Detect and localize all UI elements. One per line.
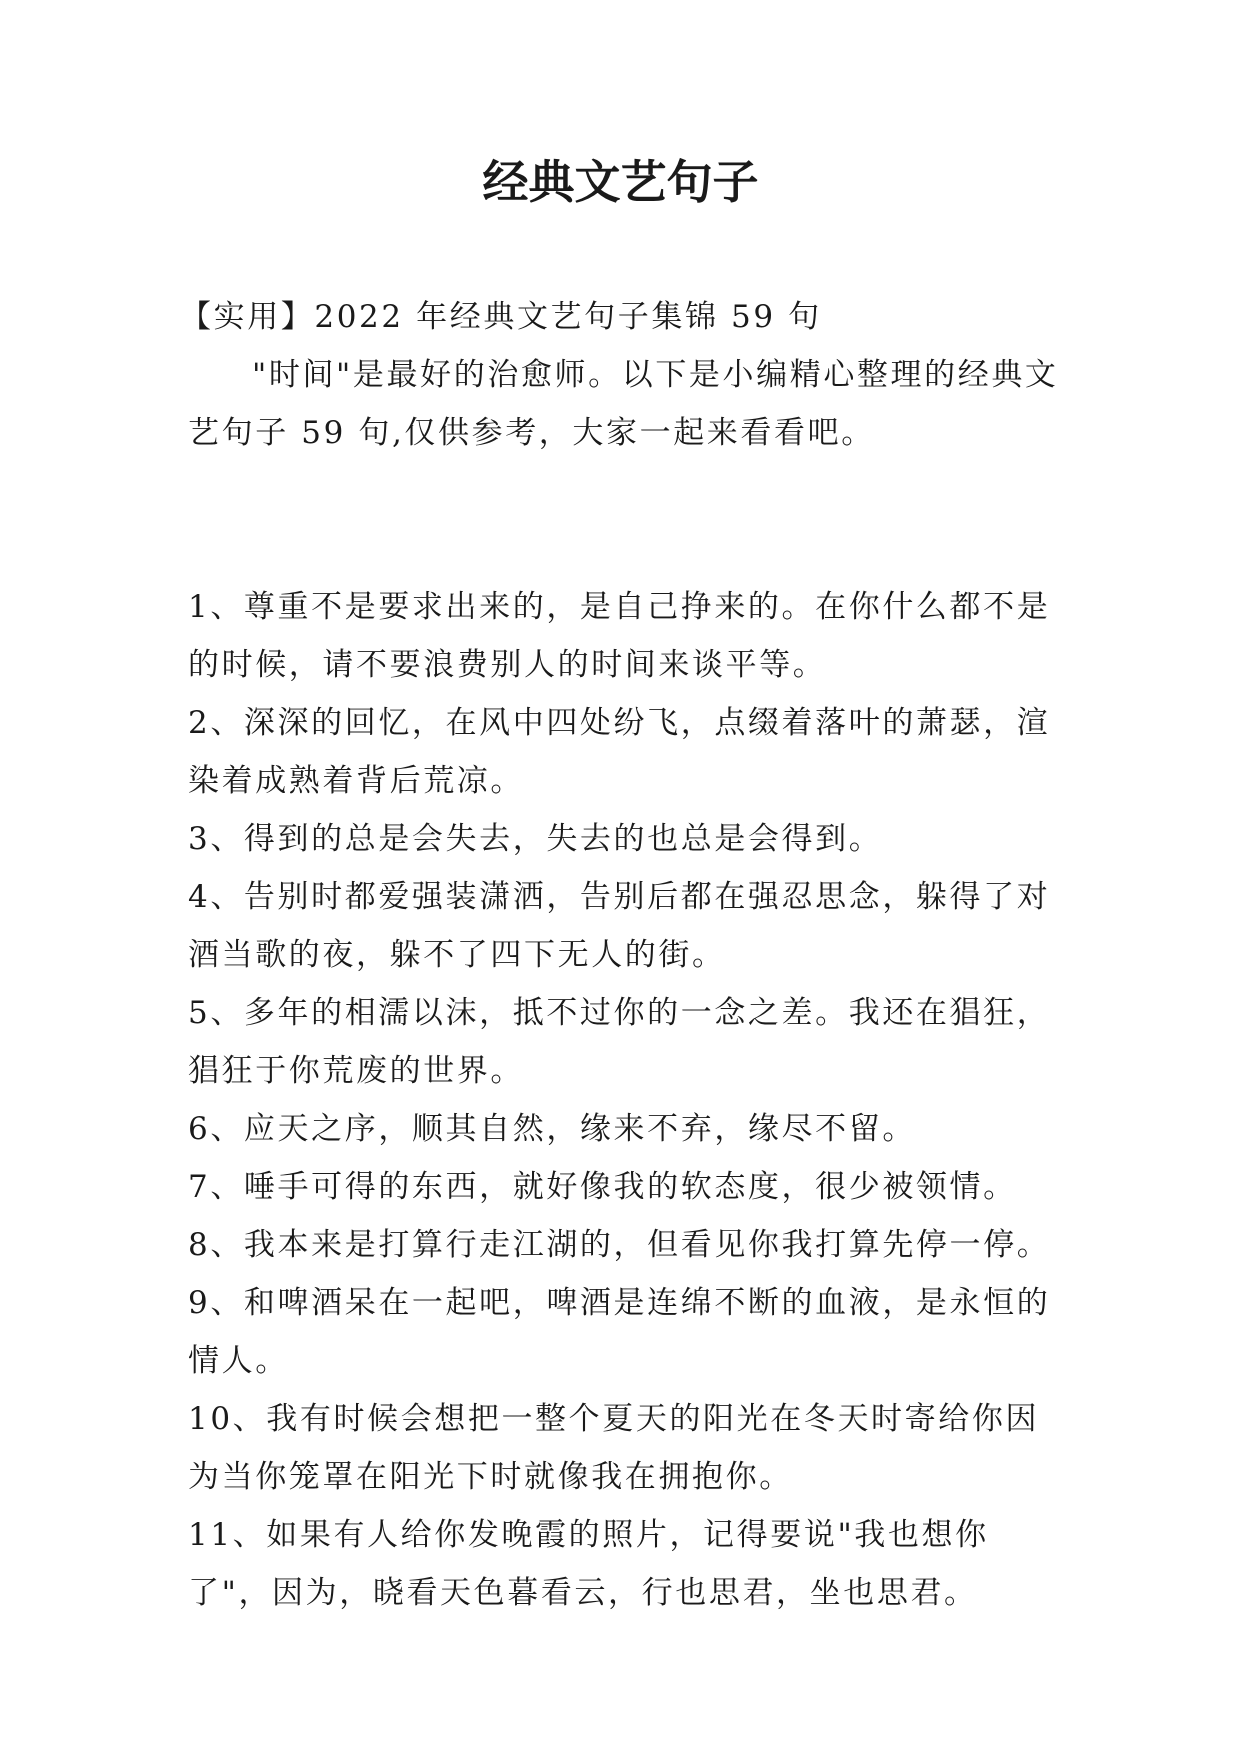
list-item: 8、我本来是打算行走江湖的，但看见你我打算先停一停。 [188, 1227, 1051, 1263]
document-subtitle: 【实用】2022 年经典文艺句子集锦 59 句 [180, 299, 822, 335]
document-title: 经典文艺句子 [482, 155, 759, 209]
list-item: 7、唾手可得的东西，就好像我的软态度，很少被领情。 [188, 1169, 1017, 1205]
list-item: 2、深深的回忆，在风中四处纷飞，点缀着落叶的萧瑟，渲染着成熟着背后荒凉。 [188, 705, 1051, 799]
document-body [180, 288, 1068, 1622]
list-item: 9、和啤酒呆在一起吧，啤酒是连绵不断的血液，是永恒的情人。 [188, 1285, 1051, 1379]
list-item: 11、如果有人给你发晚霞的照片，记得要说"我也想你了"，因为，晓看天色暮看云，行也思君，坐也思君。 [188, 1517, 989, 1611]
intro-paragraph: "时间"是最好的治愈师。以下是小编精心整理的经典文艺句子 59 句,仅供参考，大家一起来看看吧。 [188, 357, 1059, 451]
list-item: 10、我有时候会想把一整个夏天的阳光在冬天时寄给你因为当你笼罩在阳光下时就像我在拥抱你。 [188, 1401, 1040, 1495]
list-item: 6、应天之序，顺其自然，缘来不弃，缘尽不留。 [188, 1111, 916, 1147]
list-item: 3、得到的总是会失去，失去的也总是会得到。 [188, 821, 883, 857]
list-item: 5、多年的相濡以沫，抵不过你的一念之差。我还在猖狂，猖狂于你荒废的世界。 [188, 995, 1051, 1089]
list-item: 4、告别时都爱强装潇洒，告别后都在强忍思念，躲得了对酒当歌的夜，躲不了四下无人的街。 [188, 879, 1051, 973]
list-item: 1、尊重不是要求出来的，是自己挣来的。在你什么都不是的时候，请不要浪费别人的时间来谈平等。 [188, 589, 1051, 683]
paragraph-spacer [188, 462, 1068, 578]
